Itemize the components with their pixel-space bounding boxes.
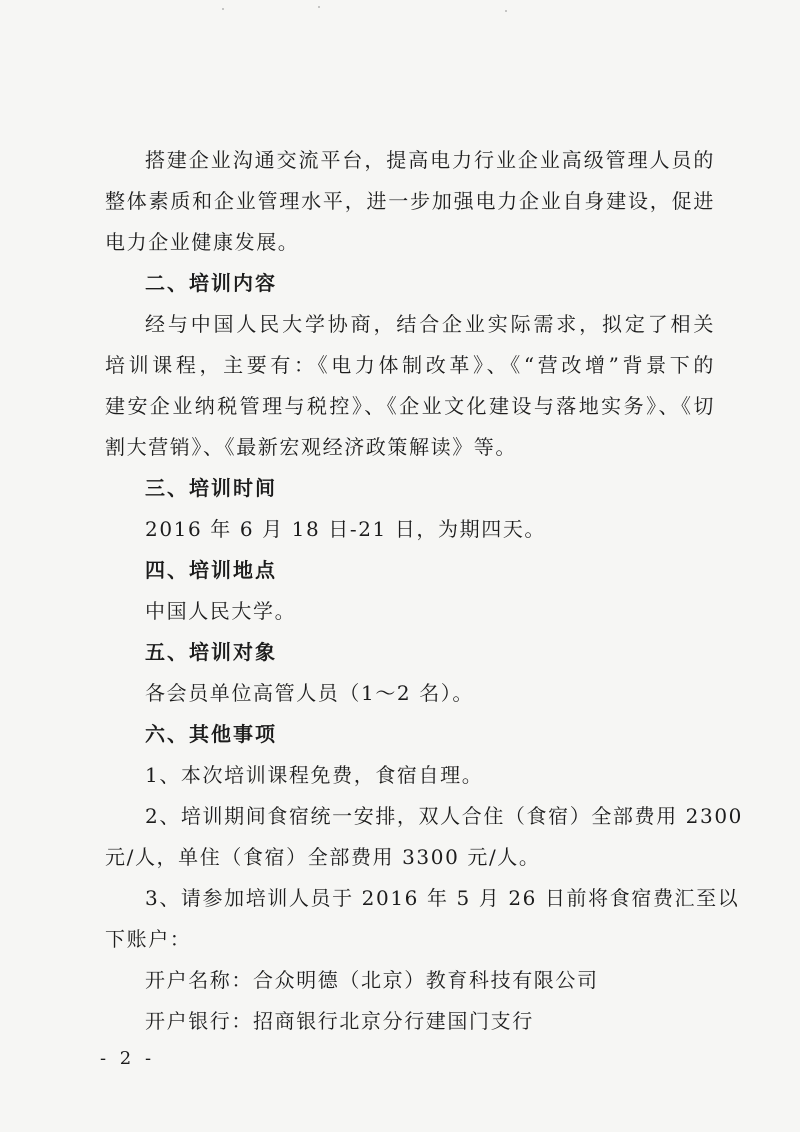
section-heading-other: 六、其他事项	[145, 722, 277, 746]
section-heading-time: 三、培训时间	[145, 476, 277, 500]
section6-item-1: 1、本次培训课程免费，食宿自理。	[145, 763, 484, 787]
section6-item-2-line-1: 2、培训期间食宿统一安排，双人合住（食宿）全部费用 2300	[145, 804, 743, 828]
intro-line-1: 搭建企业沟通交流平台，提高电力行业企业高级管理人员的	[145, 148, 715, 172]
section2-line-1: 经与中国人民大学协商，结合企业实际需求，拟定了相关	[145, 312, 715, 336]
section5-text: 各会员单位高管人员（1～2 名）。	[145, 681, 475, 705]
scan-speck	[222, 8, 224, 10]
section2-line-2: 培训课程，主要有：《电力体制改革》、《“营改增”背景下的	[105, 353, 715, 377]
section6-item-3-line-2: 下账户：	[105, 927, 192, 951]
scan-speck	[505, 10, 507, 12]
section2-line-4: 割大营销》、《最新宏观经济政策解读》等。	[105, 435, 517, 459]
section6-item-2-line-2: 元/人，单住（食宿）全部费用 3300 元/人。	[105, 845, 541, 869]
section-heading-content: 二、培训内容	[145, 271, 277, 295]
section4-text: 中国人民大学。	[145, 599, 297, 623]
account-bank: 开户银行：招商银行北京分行建国门支行	[145, 1009, 534, 1033]
section6-item-3-line-1: 3、请参加培训人员于 2016 年 5 月 26 日前将食宿费汇至以	[145, 886, 740, 910]
section2-line-3: 建安企业纳税管理与税控》、《企业文化建设与落地实务》、《切	[105, 394, 715, 418]
section3-text: 2016 年 6 月 18 日-21 日，为期四天。	[145, 517, 547, 541]
page-number: - 2 -	[100, 1048, 156, 1069]
section-heading-audience: 五、培训对象	[145, 640, 277, 664]
intro-line-3: 电力企业健康发展。	[105, 230, 300, 254]
section-heading-location: 四、培训地点	[145, 558, 277, 582]
scan-speck	[318, 6, 320, 8]
account-name: 开户名称：合众明德（北京）教育科技有限公司	[145, 968, 599, 992]
intro-line-2: 整体素质和企业管理水平，进一步加强电力企业自身建设，促进	[105, 189, 715, 213]
